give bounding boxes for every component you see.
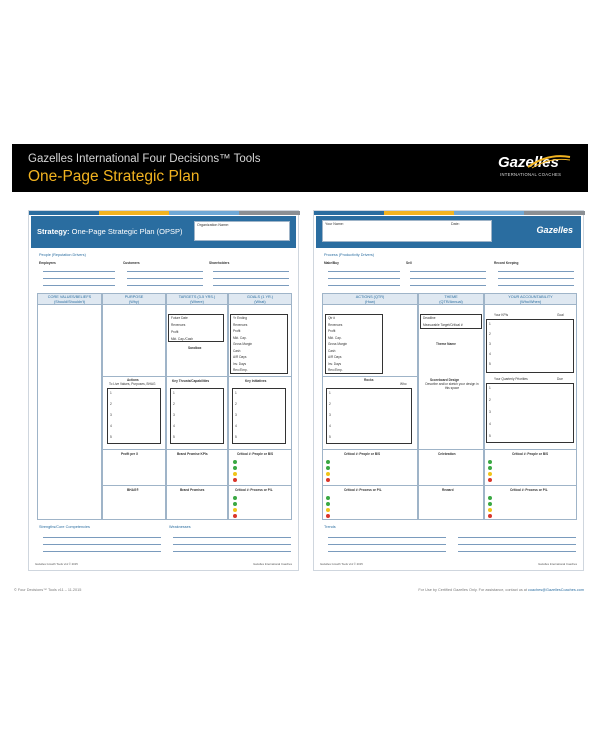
rocks-label: Rocks: [364, 378, 374, 382]
trends-line-5[interactable]: [458, 544, 576, 545]
due-label: Due: [557, 377, 563, 381]
weaknesses-line-2[interactable]: [173, 544, 291, 545]
actions-label: Actions: [127, 378, 139, 382]
green-status-icon: [326, 466, 330, 470]
record-line-2[interactable]: [498, 278, 574, 279]
contact-note: [418, 588, 584, 592]
critical-people-label: Critical #: People or B/S: [237, 452, 274, 456]
critical-people-label-2: Critical #: People or B/S: [512, 452, 549, 456]
your-name-field[interactable]: [322, 220, 492, 242]
stripe-lightblue: [454, 211, 524, 215]
yellow-status-icon: [233, 508, 237, 512]
actions-row: Qtr #: [328, 316, 336, 320]
column-targets: TARGETS (3-5 YRS.) (Where): [166, 293, 228, 305]
actions-sublabel: To Live Values, Purposes, BHAG: [109, 382, 156, 386]
divider: [322, 485, 577, 486]
sell-line-2[interactable]: [410, 278, 486, 279]
people-label: People (Reputation Drivers): [39, 253, 86, 257]
strategy-label: Strategy:: [37, 227, 70, 236]
page-one: [28, 210, 299, 571]
tools-heading: Gazelles International Four Decisions™ Tools: [28, 153, 261, 165]
group-shareholders: Shareholders: [209, 261, 230, 265]
customers-line-2[interactable]: [127, 278, 203, 279]
divider: [102, 376, 292, 377]
column-actions-qtr: ACTIONS (QTR) (How): [322, 293, 418, 305]
record-line-1[interactable]: [498, 271, 574, 272]
goals-row: A/R Days: [233, 355, 247, 359]
actions-row: Inv. Days: [328, 361, 342, 366]
date-label: Date:: [451, 222, 460, 226]
red-status-icon: [326, 478, 330, 482]
yellow-status-icon: [488, 472, 492, 476]
goals-table: [230, 314, 288, 374]
page-two-header: [316, 216, 581, 248]
actions-row: Gross Margin: [328, 342, 348, 346]
targets-row: Profit: [171, 330, 179, 334]
goals-row: Revenues: [233, 322, 248, 327]
page-two-footer-right: Gazelles International Coaches: [538, 562, 577, 566]
organization-name-label: Organization Name:: [197, 223, 229, 227]
divider: [102, 485, 292, 486]
page-one-header: [31, 216, 296, 248]
group-customers: Customers: [123, 261, 140, 265]
profit-per-x-label: Profit per X: [121, 452, 139, 456]
strengths-line-2[interactable]: [43, 544, 161, 545]
make-buy-line-1[interactable]: [328, 271, 400, 272]
column-accountability: YOUR ACCOUNTABILITY (Who/When): [484, 293, 577, 305]
theme-row: Deadline: [423, 316, 436, 320]
page-two-footer-left: Gazelles Growth Tools v11 © 2015: [320, 562, 363, 566]
contact-email-link[interactable]: coaches@GazellesCoaches.com: [528, 588, 584, 592]
green-status-icon: [326, 502, 330, 506]
logo-wordmark: Gazelles: [498, 154, 559, 171]
targets-row: Mkt. Cap./Cash: [171, 337, 193, 341]
yellow-status-icon: [326, 472, 330, 476]
actions-row: A/R Days: [328, 355, 342, 359]
divider: [322, 376, 418, 377]
goals-row: Yr Ending: [233, 316, 247, 320]
group-record-keeping: Record Keeping: [494, 261, 519, 265]
scoreboard-sublabel: Describe and/or sketch your design in this space: [425, 382, 479, 390]
column-goals: GOALS (1 YR.) (What): [228, 293, 292, 305]
stripe-blue: [29, 211, 99, 215]
goals-row: Mkt. Cap.: [233, 335, 247, 340]
goals-row: Gross Margin: [233, 342, 253, 346]
core-values-column[interactable]: [37, 305, 102, 520]
group-sell: Sell: [406, 261, 412, 265]
critical-process-label: Critical #: Process or P/L: [344, 488, 382, 492]
reward-label: Reward: [442, 488, 454, 492]
actions-row: Revenues: [328, 322, 343, 327]
sell-line-1[interactable]: [410, 271, 486, 272]
gazelles-logo: [498, 154, 568, 182]
actions-qtr-table: [325, 314, 383, 374]
page-one-footer-right: Gazelles International Coaches: [253, 562, 292, 566]
green-status-icon: [233, 460, 237, 464]
goals-row: Rev./Emp.: [233, 368, 248, 372]
trends-label: Trends: [324, 525, 336, 529]
group-employees: Employees: [39, 261, 56, 265]
green-status-icon: [326, 496, 330, 500]
green-status-icon: [233, 496, 237, 500]
green-status-icon: [488, 460, 492, 464]
logo-swoosh-icon: [526, 151, 572, 171]
goal-label: Goal: [557, 313, 564, 317]
stripe-grey: [239, 211, 300, 215]
trends-line-2[interactable]: [328, 544, 446, 545]
stripe-lightblue: [169, 211, 239, 215]
yellow-status-icon: [326, 508, 330, 512]
your-kpis-box[interactable]: 1 2 3 4 5: [486, 319, 574, 373]
stripe-gold: [99, 211, 169, 215]
logo-subtitle: INTERNATIONAL COACHES: [500, 172, 562, 177]
celebration-label: Celebration: [438, 452, 456, 456]
trends-line-4[interactable]: [458, 537, 576, 538]
actions-row: Profit: [328, 329, 336, 333]
goals-row: Cash: [233, 348, 241, 353]
scoreboard-label: Scoreboard Design: [430, 378, 460, 382]
your-kpis-label: Your KPIs: [494, 313, 509, 317]
weaknesses-line-1[interactable]: [173, 537, 291, 538]
yellow-status-icon: [233, 472, 237, 476]
weaknesses-line-3[interactable]: [173, 551, 291, 552]
green-status-icon: [233, 502, 237, 506]
your-priorities-box[interactable]: 1 2 3 4 5: [486, 383, 574, 443]
employees-line-3[interactable]: [43, 285, 115, 286]
who-label: Who: [400, 382, 407, 386]
page-one-footer-left: Gazelles Growth Tools v11 © 2015: [35, 562, 78, 566]
strengths-label: Strengths/Core Competencies: [39, 525, 90, 529]
strategy-title: One-Page Strategic Plan (OPSP): [71, 227, 183, 236]
stripe-gold: [384, 211, 454, 215]
key-initiatives-box[interactable]: 1 2 3 4 5: [232, 388, 286, 444]
key-thrusts-label: Key Thrusts/Capabilities: [172, 379, 210, 383]
actions-box[interactable]: 1 2 3 4 5: [107, 388, 161, 444]
weaknesses-label: Weaknesses: [169, 525, 191, 529]
page-two: [313, 210, 584, 571]
red-status-icon: [326, 514, 330, 518]
targets-row: Revenues: [171, 323, 186, 327]
bhag-label: BHAG®: [127, 488, 139, 492]
employees-line-2[interactable]: [43, 278, 115, 279]
green-status-icon: [233, 466, 237, 470]
column-core-values: CORE VALUES/BELIEFS (Should/Shouldn't): [37, 293, 102, 305]
critical-people-label: Critical #: People or B/S: [344, 452, 381, 456]
divider: [322, 449, 577, 450]
column-theme: THEME (QTR/Annual): [418, 293, 484, 305]
rocks-box[interactable]: 1 2 3 4 5: [326, 388, 412, 444]
red-status-icon: [233, 514, 237, 518]
key-initiatives-label: Key Initiatives: [245, 379, 267, 383]
brand-promise-kpis-label: Brand Promise KPIs: [177, 452, 208, 456]
shareholders-line-1[interactable]: [213, 271, 289, 272]
divider: [102, 449, 292, 450]
page-two-logo: Gazelles: [536, 225, 573, 235]
green-status-icon: [488, 496, 492, 500]
critical-process-label-2: Critical #: Process or P/L: [510, 488, 548, 492]
theme-table: [420, 314, 482, 329]
contact-prefix: For Use by Certified Gazelles Only. For assistance, contact us at: [418, 588, 527, 592]
goals-row: Profit: [233, 329, 241, 333]
make-buy-line-3[interactable]: [328, 285, 400, 286]
title-banner: [12, 144, 588, 192]
employees-line-1[interactable]: [43, 271, 115, 272]
trends-line-6[interactable]: [458, 551, 576, 552]
goals-row: Inv. Days: [233, 361, 247, 366]
your-name-label: Your Name:: [325, 222, 344, 226]
actions-row: Rev./Emp.: [328, 368, 343, 372]
strengths-line-1[interactable]: [43, 537, 161, 538]
stripe-blue: [314, 211, 384, 215]
customers-line-1[interactable]: [127, 271, 203, 272]
key-thrusts-box[interactable]: 1 2 3 4 5: [170, 388, 224, 444]
stripe-grey: [524, 211, 585, 215]
yellow-status-icon: [488, 508, 492, 512]
green-status-icon: [488, 502, 492, 506]
sandbox-label: Sandbox: [188, 346, 202, 350]
copyright-note: © Four Decisions™ Tools v11 – 11.2015: [14, 588, 82, 592]
green-status-icon: [488, 466, 492, 470]
plan-title: One-Page Strategic Plan: [28, 168, 200, 185]
brand-promises-label: Brand Promises: [180, 488, 205, 492]
green-status-icon: [326, 460, 330, 464]
shareholders-line-2[interactable]: [213, 278, 289, 279]
process-label: Process (Productivity Drivers): [324, 253, 375, 257]
targets-row: Future Date: [171, 316, 188, 320]
organization-name-field[interactable]: [194, 221, 290, 241]
theme-name-label: Theme Name: [436, 342, 456, 346]
sell-line-3[interactable]: [410, 285, 486, 286]
targets-table: [168, 314, 224, 342]
customers-line-3[interactable]: [127, 285, 203, 286]
make-buy-line-2[interactable]: [328, 278, 400, 279]
strategy-heading: [37, 227, 183, 236]
red-status-icon: [233, 478, 237, 482]
record-line-3[interactable]: [498, 285, 574, 286]
column-purpose: PURPOSE (Why): [102, 293, 166, 305]
trends-line-3[interactable]: [328, 551, 446, 552]
strengths-line-3[interactable]: [43, 551, 161, 552]
trends-line-1[interactable]: [328, 537, 446, 538]
red-status-icon: [488, 478, 492, 482]
actions-row: Mkt. Cap.: [328, 335, 342, 340]
your-priorities-label: Your Quarterly Priorities: [494, 377, 528, 381]
critical-process-label: Critical #: Process or P/L: [235, 488, 273, 492]
shareholders-line-3[interactable]: [213, 285, 289, 286]
red-status-icon: [488, 514, 492, 518]
actions-row: Cash: [328, 348, 336, 353]
theme-row: Measurable Target/Critical #: [423, 323, 463, 327]
group-make-buy: Make/Buy: [324, 261, 339, 265]
